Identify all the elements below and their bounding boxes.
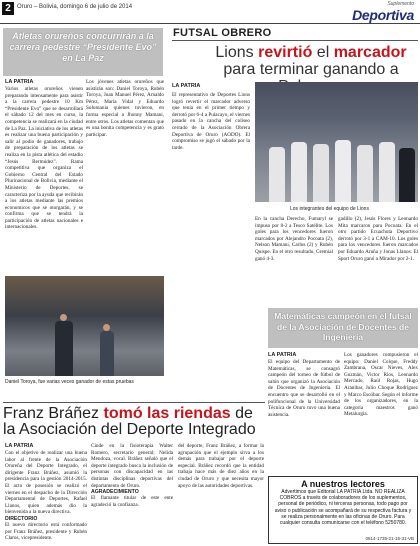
- bystander-figure: [100, 331, 114, 376]
- player-figure: [291, 142, 307, 202]
- headline-highlight: tomó las riendas: [103, 405, 231, 422]
- article2-photo-caption: Los integrantes del equipo de Lions: [290, 206, 369, 212]
- article2-source: LA PATRIA: [172, 83, 201, 89]
- article4-source: LA PATRIA: [5, 443, 34, 449]
- reader-notice-text: Advertimos que Editorial LA PATRIA Ltda. NO REALIZA COBROS a través de colaboradores de los suplementos, personal de periódico, ni terceras personas, todo pago por aviso o publicación se acompañará de su respectiva factura y se realiza personalmente en las oficinas de Oruro. Para cualquier consulta comunicarse con el teléfono 5250780.: [274, 489, 412, 527]
- article4-col1-text: Con el objetivo de realizar una buena labor al frente de la Asociación Orureña del Deporte Integrado, el dirigente Franz Bráñez, asumió la presidencia para la gestión 2014-2015. El acto de posesión se realizó el viernes en el despacho de la Dirección Departamental de Deportes, Rafael Llanos, quien además dio la bienvenida a la nueva directiva.: [5, 450, 87, 516]
- reader-notice-title: A nuestros lectores: [301, 479, 385, 489]
- article2-col1: El representativo de Deportes Lions logró revertir el marcador adverso que tenía en el primer tiempo y derrotó por 6-4 a Pulacayo, el viernes pasado en la cancha del coliseo cerrado de la Asociación Obrera Deportiva de Oruro (AODO). El compromiso se jugó el sábado por la tarde.: [172, 92, 250, 151]
- reader-notice-box: [268, 476, 418, 544]
- article4-col2: [91, 443, 173, 544]
- article4-col2-text: Cinde en la fisioterapia Walter Romero, secretario general; Nelida Mendoza, vocal. Bráñez señaló que el deporte integrado busca la inclusión de personas con discapacidad en las distintas disciplinas deportivas del departamento de Oruro.: [91, 443, 173, 489]
- section-rule: [172, 40, 418, 41]
- article4-subhead2: AGRADECIMIENTO: [91, 489, 139, 496]
- page-number: 2: [2, 2, 14, 15]
- supplement-label: Suplemento: [387, 1, 414, 7]
- headline-highlight: revirtió: [258, 44, 313, 61]
- article3-headline: Matemáticas campeón en el futsal de la Asociación de Docentes de Ingeniería: [274, 311, 412, 342]
- dateline: Oruro – Bolivia, domingo 6 de julio de 2014: [17, 4, 133, 10]
- reader-notice-code: 0614-1735-21-15-31-VB: [365, 536, 414, 541]
- player-figure: [269, 147, 285, 202]
- player-figure: [357, 145, 373, 202]
- headline-highlight: marcador: [333, 44, 407, 61]
- article4-col1b-text: El nuevo directorio está conformado por Franz Bráñez, presidente y Rubén Claros, vicepresidente.: [5, 521, 87, 542]
- article1-col1: Varios atletas orureños vienen preparando intensamente para asistir a la carrera pedestre 10 Km “Presidente Evo” que se desarrollará el sábado 12 del mes en curso, la competencia se realizará en la ciudad de La Paz. La iniciativa de los atletas es realizar una buena participación y salir al podio de ganadores, trabajo de preparación de los atletas se realiza en la pista atlética del estadio “Jesús Bermúdez”. Rama competitiva que organiza el Gobierno Central del Estado Plurinacional de Bolivia, mediante el Ministerio de Deportes, se caracteriza por la ayuda que recibirán a los atletas mediante las premios economicos que se otorgarán, y se confirma que se tendrá la participación de atletas nacionales e internacionales.: [5, 86, 83, 231]
- article4-subhead1: DIRECTORIO: [5, 515, 38, 522]
- player-figure: [379, 142, 395, 202]
- article4-col3: del deporte, Franz Bráñez, a formar la agrupación que el ejemplo sirva a los demás para trabajar por el deporte especial. Bráñez recordó que la entidad trabaja hace más de diez años en la ciudad de Oruro y que necesita mayor apoyo de las autoridades deportivas.: [178, 443, 264, 489]
- article4-col1: [5, 450, 87, 544]
- article1-photo-caption: Daniel Toroya, fue varias veces ganador de estas pruebas: [5, 379, 134, 385]
- article4-col2b-text: El flamante titular de este ente agradeció la confianza.: [91, 495, 173, 508]
- header-rule: [0, 23, 420, 24]
- headline-part: de la Asociación del Deporte Integrado: [3, 405, 256, 438]
- player-figure: [313, 144, 329, 202]
- headline-part: Franz Bráñez: [3, 405, 104, 422]
- article1-headline: Atletas orureños concurrirán a la carrera pedestre “Presidente Evo” en La Paz: [9, 31, 157, 63]
- section-logo: Deportiva: [352, 7, 414, 23]
- headline-part: para terminar ganando a: [223, 61, 399, 78]
- headline-part: Lions: [215, 44, 259, 61]
- article4-headline: [3, 406, 265, 438]
- article3-source: LA PATRIA: [268, 352, 297, 358]
- article3-headline-box: [268, 308, 418, 348]
- article2-col2: En la cancha Derecho, Fumaryl se impuso por 8-2 a Tesco Satélite. Los goles para los vencedores fueron marcados por Alejandro Pocoata (2), Nelson Mamani, Carlos (2) y Rubén Quispe. En el otro resultado, Gremial ganó 4-3.: [255, 216, 333, 262]
- article1-col2: Los jóvenes atletas orureños que asistirán son: Daniel Toroya, Rubén Toroya, Juan Manuel Pérez, Arnaldo Pérez, María Vidal y Eduardo Solomania quienes tuvieron, en forma especial a Jhonny Mamani, entre otros. Los atletas comentan que es una bonita competencia y es grato participar.: [86, 79, 164, 138]
- article1-source: LA PATRIA: [5, 79, 34, 85]
- article3-col2: Los ganadores compusieron el equipo: Daniel Colque, Freddy Zambrana, Oscar Nieves, Alex Guzmán, Victor Ríos, Leonardo Mercado, Raúl Rojas, Hugo Aranibar, Julio Choque Rodríguez y Marco Escóbar. Según el informe de los organizadores, en la categoría maestros ganó Metalurgia.: [344, 352, 418, 418]
- bystander-head: [103, 324, 110, 331]
- section-title: FUTSAL OBRERO: [173, 27, 272, 39]
- article1-headline-box: [3, 28, 163, 76]
- headline-part: el: [312, 44, 334, 61]
- athlete-figure: [55, 321, 73, 376]
- player-figure: [399, 148, 415, 202]
- article2-col3: gadillo (2), Jesús Flores y Leonardo Mita marcaron para Pocoata. En el otro partido Ecuachuta Deportivo derrotó por 3-1 a CAM-10. Los goles para los vencedores fueron marcados por Eduardo Aruña y Jonas Llanos. El Sport Oruro ganó a Mirador por 2-1.: [338, 216, 418, 262]
- article1-photo: [5, 276, 164, 376]
- article4-top-rule: [3, 402, 265, 403]
- athlete-head: [60, 314, 67, 321]
- article3-col1: El equipo del Departamento de Matemáticas, se consagró campeón del torneo de fútbol de salón que organizó la Asociación de Docentes de Ingeniería. El encuentro que se desarrolló en el polifuncional de la Universidad Técnica de Oruro tuvo una buena asistencia.: [268, 359, 340, 418]
- player-figure: [335, 140, 351, 202]
- article2-photo: [255, 82, 418, 202]
